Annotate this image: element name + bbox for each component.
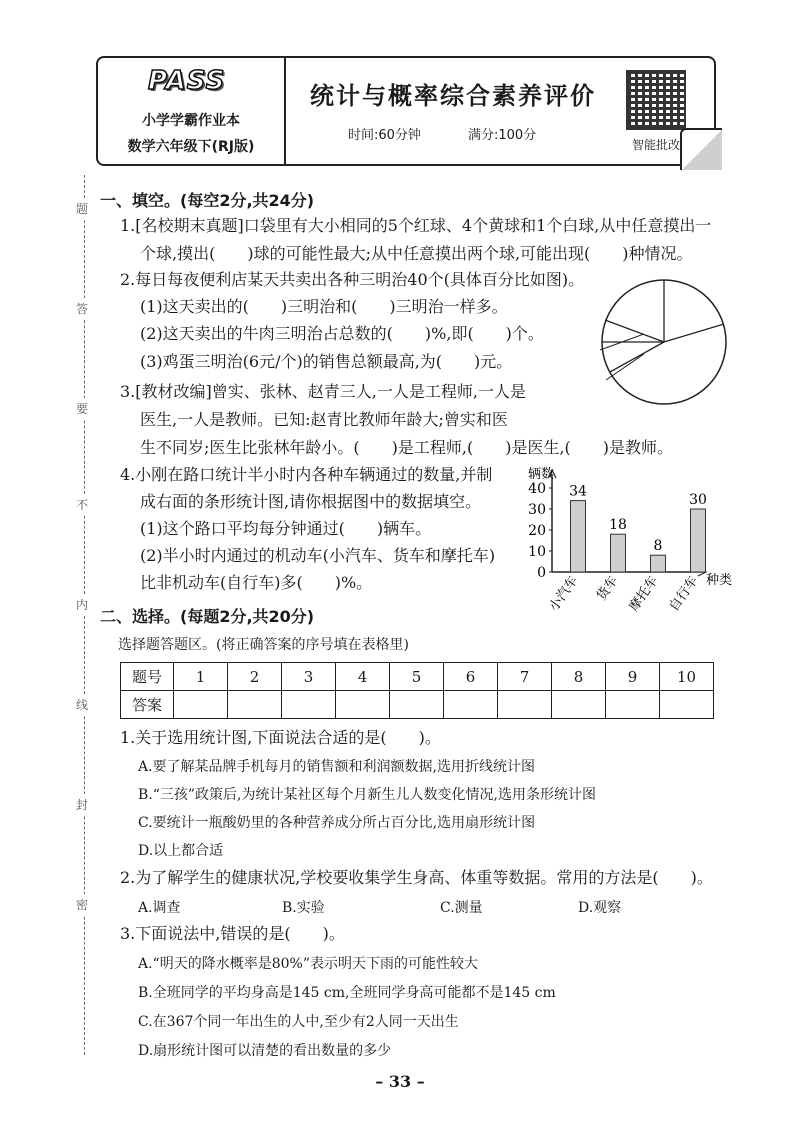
y-tick-label: 0 [537, 565, 546, 581]
header-box [96, 56, 716, 166]
margin-char: 要 [76, 398, 88, 419]
pie-divider [664, 324, 724, 342]
series-name: 小学学霸作业本 [142, 113, 240, 129]
margin-char: 题 [76, 198, 88, 219]
s2-q1-option-b: B.“三孩”政策后,为统计某社区每个月新生儿人数变化情况,选用条形统计图 [138, 787, 596, 803]
bar [571, 501, 586, 572]
answer-cell[interactable] [336, 691, 390, 719]
y-axis-label: 辆数 [528, 467, 555, 482]
category-label: 小汽车 [546, 573, 582, 615]
s1-q3-line2: 医生,一人是教师。已知:赵青比教师年龄大;曾实和医 [140, 410, 508, 429]
margin-char: 密 [76, 894, 88, 915]
section1-heading: 一、填空。(每空2分,共24分) [100, 191, 315, 210]
s1-q2-sub2: (2)这天卖出的牛肉三明治占总数的( )%,即( )个。 [140, 324, 544, 343]
bar-value-label: 34 [569, 483, 587, 500]
margin-char: 不 [76, 494, 88, 515]
s1-q2-sub1: (1)这天卖出的( )三明治和( )三明治一样多。 [140, 297, 508, 316]
category-label: 自行车 [666, 573, 702, 615]
s2-q3-option-c: C.在367个同一年出生的人中,至少有2人同一天出生 [138, 1014, 459, 1030]
s2-q1-stem: 1.关于选用统计图,下面说法合适的是( )。 [120, 728, 441, 747]
s2-q2-option-c: C.测量 [440, 900, 483, 916]
y-tick-label: 30 [528, 502, 546, 518]
question-number-cell: 10 [660, 663, 714, 691]
y-tick-label: 40 [528, 481, 546, 497]
bar-chart [510, 462, 740, 622]
page-title: 统计与概率综合素养评价 [310, 81, 596, 110]
question-number-cell: 8 [552, 663, 606, 691]
bar-value-label: 18 [609, 517, 627, 534]
exam-time: 时间:60分钟 [348, 128, 421, 143]
answer-cell[interactable] [606, 691, 660, 719]
category-label: 摩托车 [626, 573, 662, 615]
section2-heading: 二、选择。(每题2分,共20分) [100, 607, 315, 626]
answer-cell[interactable] [552, 691, 606, 719]
s2-q2-option-d: D.观察 [578, 900, 622, 916]
s1-q4-sub1: (1)这个路口平均每分钟通过( )辆车。 [140, 519, 432, 538]
s1-q4-line2: 成右面的条形统计图,请你根据图中的数据填空。 [140, 492, 482, 511]
bar-value-label: 8 [653, 538, 663, 555]
s1-q4-line1: 4.小刚在路口统计半小时内各种车辆通过的数量,并制 [120, 465, 493, 484]
page-curl-icon [680, 128, 722, 170]
pie-divider [610, 342, 664, 372]
answer-cell[interactable] [390, 691, 444, 719]
margin-char: 封 [76, 794, 88, 815]
qr-label: 智能批改 [631, 138, 680, 152]
s2-q1-option-c: C.要统计一瓶酸奶里的各种营养成分所占百分比,选用扇形统计图 [138, 815, 536, 831]
exam-score: 满分:100分 [468, 128, 537, 143]
answer-cell[interactable] [498, 691, 552, 719]
s2-q2-option-a: A.调查 [138, 900, 181, 916]
answer-cell[interactable] [444, 691, 498, 719]
question-number-cell: 1 [174, 663, 228, 691]
s1-q3-line1: 3.[教材改编]曾实、张林、赵青三人,一人是工程师,一人是 [120, 382, 526, 401]
s2-q3-option-a: A.“明天的降水概率是80%”表示明天下雨的可能性较大 [138, 956, 478, 972]
question-number-cell: 3 [282, 663, 336, 691]
y-tick-label: 20 [528, 523, 546, 539]
bar [611, 534, 626, 572]
margin-char: 内 [76, 594, 88, 615]
s1-q4-sub2: (2)半小时内通过的机动车(小汽车、货车和摩托车) [140, 546, 496, 565]
s2-q3-option-d: D.扇形统计图可以清楚的看出数量的多少 [138, 1043, 392, 1059]
s1-q3-line3: 生不同岁;医生比张林年龄小。( )是工程师,( )是医生,( )是教师。 [140, 438, 674, 457]
s2-q2-option-b: B.实验 [282, 900, 325, 916]
qr-code-icon[interactable] [626, 70, 686, 130]
s2-q1-option-d: D.以上都合适 [138, 843, 224, 859]
table-note: 选择题答题区。(将正确答案的序号填在表格里) [118, 637, 409, 653]
question-number-cell: 5 [390, 663, 444, 691]
s1-q1-line1: 1.[名校期末真题]口袋里有大小相同的5个红球、4个黄球和1个白球,从中任意摸出一 [120, 216, 712, 235]
pie-divider [605, 320, 664, 342]
s2-q1-option-a: A.要了解某品牌手机每月的销售额和利润额数据,选用折线统计图 [138, 759, 536, 775]
category-label: 货车 [594, 573, 622, 604]
pie-chart [540, 262, 730, 412]
s2-q3-stem: 3.下面说法中,错误的是( )。 [120, 924, 345, 943]
y-tick-label: 10 [528, 544, 546, 560]
x-axis-label: 种类 [706, 573, 733, 588]
logo-panel [98, 58, 286, 164]
table-header-cell: 答案 [121, 691, 174, 719]
question-number-cell: 9 [606, 663, 660, 691]
question-number-cell: 2 [228, 663, 282, 691]
answer-table [120, 662, 714, 719]
question-number-cell: 6 [444, 663, 498, 691]
s2-q2-stem: 2.为了解学生的健康状况,学校要收集学生身高、体重等数据。常用的方法是( )。 [120, 868, 713, 887]
bar [651, 555, 666, 572]
answer-cell[interactable] [174, 691, 228, 719]
margin-char: 答 [76, 298, 88, 319]
s1-q1-line2: 个球,摸出( )球的可能性最大;从中任意摸出两个球,可能出现( )种情况。 [140, 244, 693, 263]
margin-char: 线 [76, 694, 88, 715]
bar-value-label: 30 [689, 492, 707, 508]
table-row [121, 691, 714, 719]
table-header-cell: 题号 [121, 663, 174, 691]
bar [691, 509, 706, 572]
answer-cell[interactable] [228, 691, 282, 719]
answer-cell[interactable] [282, 691, 336, 719]
s2-q3-option-b: B.全班同学的平均身高是145 cm,全班同学身高可能都不是145 cm [138, 985, 556, 1001]
pass-logo: PASS [148, 66, 226, 96]
page-number: – 33 – [375, 1072, 425, 1091]
table-row [121, 663, 714, 691]
s1-q2-line1: 2.每日每夜便利店某天共卖出各种三明治40个(具体百分比如图)。 [120, 270, 585, 289]
leader-line [606, 354, 644, 380]
grade-edition: 数学六年级下(RJ版) [127, 139, 255, 155]
s1-q2-sub3: (3)鸡蛋三明治(6元/个)的销售总额最高,为( )元。 [140, 352, 513, 371]
s1-q4-sub3: 比非机动车(自行车)多( )%。 [140, 573, 373, 592]
question-number-cell: 4 [336, 663, 390, 691]
answer-cell[interactable] [660, 691, 714, 719]
question-number-cell: 7 [498, 663, 552, 691]
